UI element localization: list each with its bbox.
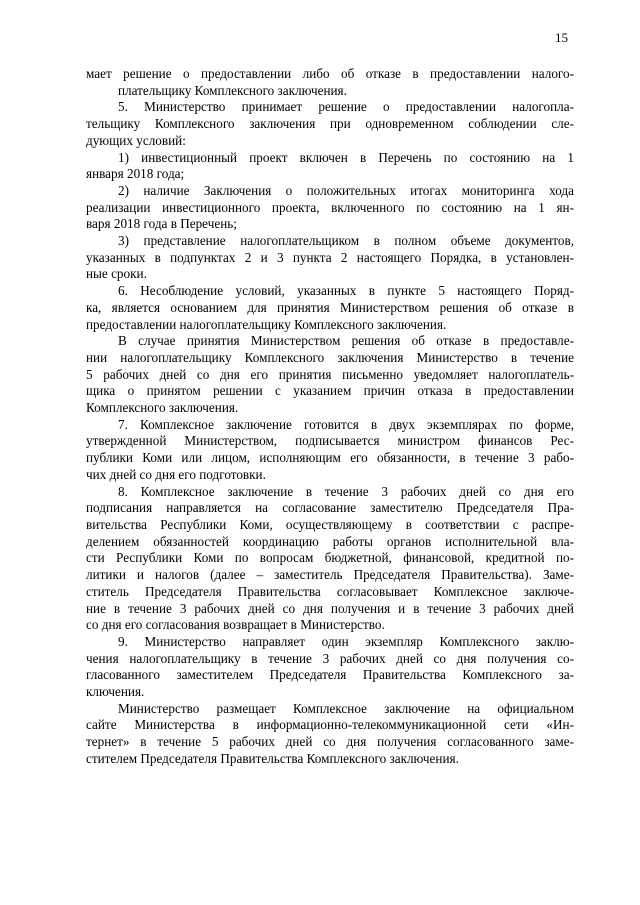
text-line: 8. Комплексное заключение в течение 3 рабочих дней со дня его xyxy=(118,483,574,499)
text-line: 2) наличие Заключения о положительных итогах мониторинга хода xyxy=(118,182,574,198)
text-line: стителем Председателя Правительства Комплексного заключения. xyxy=(86,750,459,766)
text-line: чих дней со дня его подготовки. xyxy=(86,466,266,482)
text-line: подписания направляется на согласование заместителю Председателя Пра- xyxy=(86,500,574,516)
text-line: варя 2018 года в Перечень; xyxy=(86,216,237,232)
text-line: плательщику Комплексного заключения. xyxy=(118,82,347,98)
text-line: нии налогоплательщику Комплексного заключения Министерство в течение xyxy=(86,349,574,365)
text-line: тельщику Комплексного заключения при одновременном соблюдении сле- xyxy=(86,116,574,132)
text-line: делением обязанностей координацию работы органов исполнительной вла- xyxy=(86,533,574,549)
text-line: указанных в подпунктах 2 и 3 пункта 2 настоящего Порядка, в установлен- xyxy=(86,249,574,265)
text-line: тернет» в течение 5 рабочих дней со дня получения согласованного заме- xyxy=(86,734,574,750)
text-line: публики Коми или лицом, исполняющим его обязанности, в течение 3 рабо- xyxy=(86,450,574,466)
text-line: литики и налогов (далее – заместитель Председателя Правительства). Заме- xyxy=(86,567,574,583)
text-line: реализации инвестиционного проекта, включенного по состоянию на 1 ян- xyxy=(86,199,574,215)
text-line: гласованного заместителем Председателя Правительства Комплексного за- xyxy=(86,667,574,683)
text-line: 3) представление налогоплательщиком в полном объеме документов, xyxy=(118,233,574,249)
text-line: щика о принятом решении с указанием причин отказа в предоставлении xyxy=(86,383,574,399)
text-line: со дня его согласования возвращает в Министерство. xyxy=(86,617,385,633)
text-line: 9. Министерство направляет один экземпляр Комплексного заклю- xyxy=(118,633,574,649)
text-line: ные сроки. xyxy=(86,266,147,282)
text-line: Министерство размещает Комплексное заключение на официальном xyxy=(118,700,574,716)
text-line: Комплексного заключения. xyxy=(86,400,239,416)
text-line: предоставлении налогоплательщику Комплексного заключения. xyxy=(86,316,447,332)
text-line: 5. Министерство принимает решение о предоставлении налогопла- xyxy=(118,99,574,115)
text-line: ститель Председателя Правительства согласовывает Комплексное заключе- xyxy=(86,583,574,599)
text-line: мает решение о предоставлении либо об отказе в предоставлении налого- xyxy=(86,66,574,81)
text-line: ка, является основанием для принятия Министерством решения об отказе в xyxy=(86,299,574,315)
text-line: сти Республики Коми по вопросам бюджетной, финансовой, кредитной по- xyxy=(86,550,574,566)
text-line: ние в течение 3 рабочих дней со дня получения и в течение 3 рабочих дней xyxy=(86,600,574,616)
text-line: утвержденной Министерством, подписывается министром финансов Рес- xyxy=(86,433,574,449)
text-line: сайте Министерства в информационно-телекоммуникационной сети «Ин- xyxy=(86,717,574,733)
text-line: 7. Комплексное заключение готовится в двух экземплярах по форме, xyxy=(118,416,574,432)
text-line: января 2018 года; xyxy=(86,166,185,182)
document-body xyxy=(86,66,574,768)
text-line: 5 рабочих дней со дня его принятия письменно уведомляет налогоплатель- xyxy=(86,366,574,382)
text-line: ключения. xyxy=(86,684,145,700)
text-line: вительства Республики Коми, осуществляющему в соответствии с распре- xyxy=(86,516,574,532)
text-line: 6. Несоблюдение условий, указанных в пункте 5 настоящего Поряд- xyxy=(118,283,574,299)
text-line: 1) инвестиционный проект включен в Перечень по состоянию на 1 xyxy=(118,149,574,165)
page-number: 15 xyxy=(555,30,568,45)
text-line: В случае принятия Министерством решения об отказе в предоставле- xyxy=(118,333,574,349)
text-line: чения налогоплательщику в течение 3 рабочих дней со дня получения со- xyxy=(86,650,574,666)
text-line: дующих условий: xyxy=(86,132,186,148)
